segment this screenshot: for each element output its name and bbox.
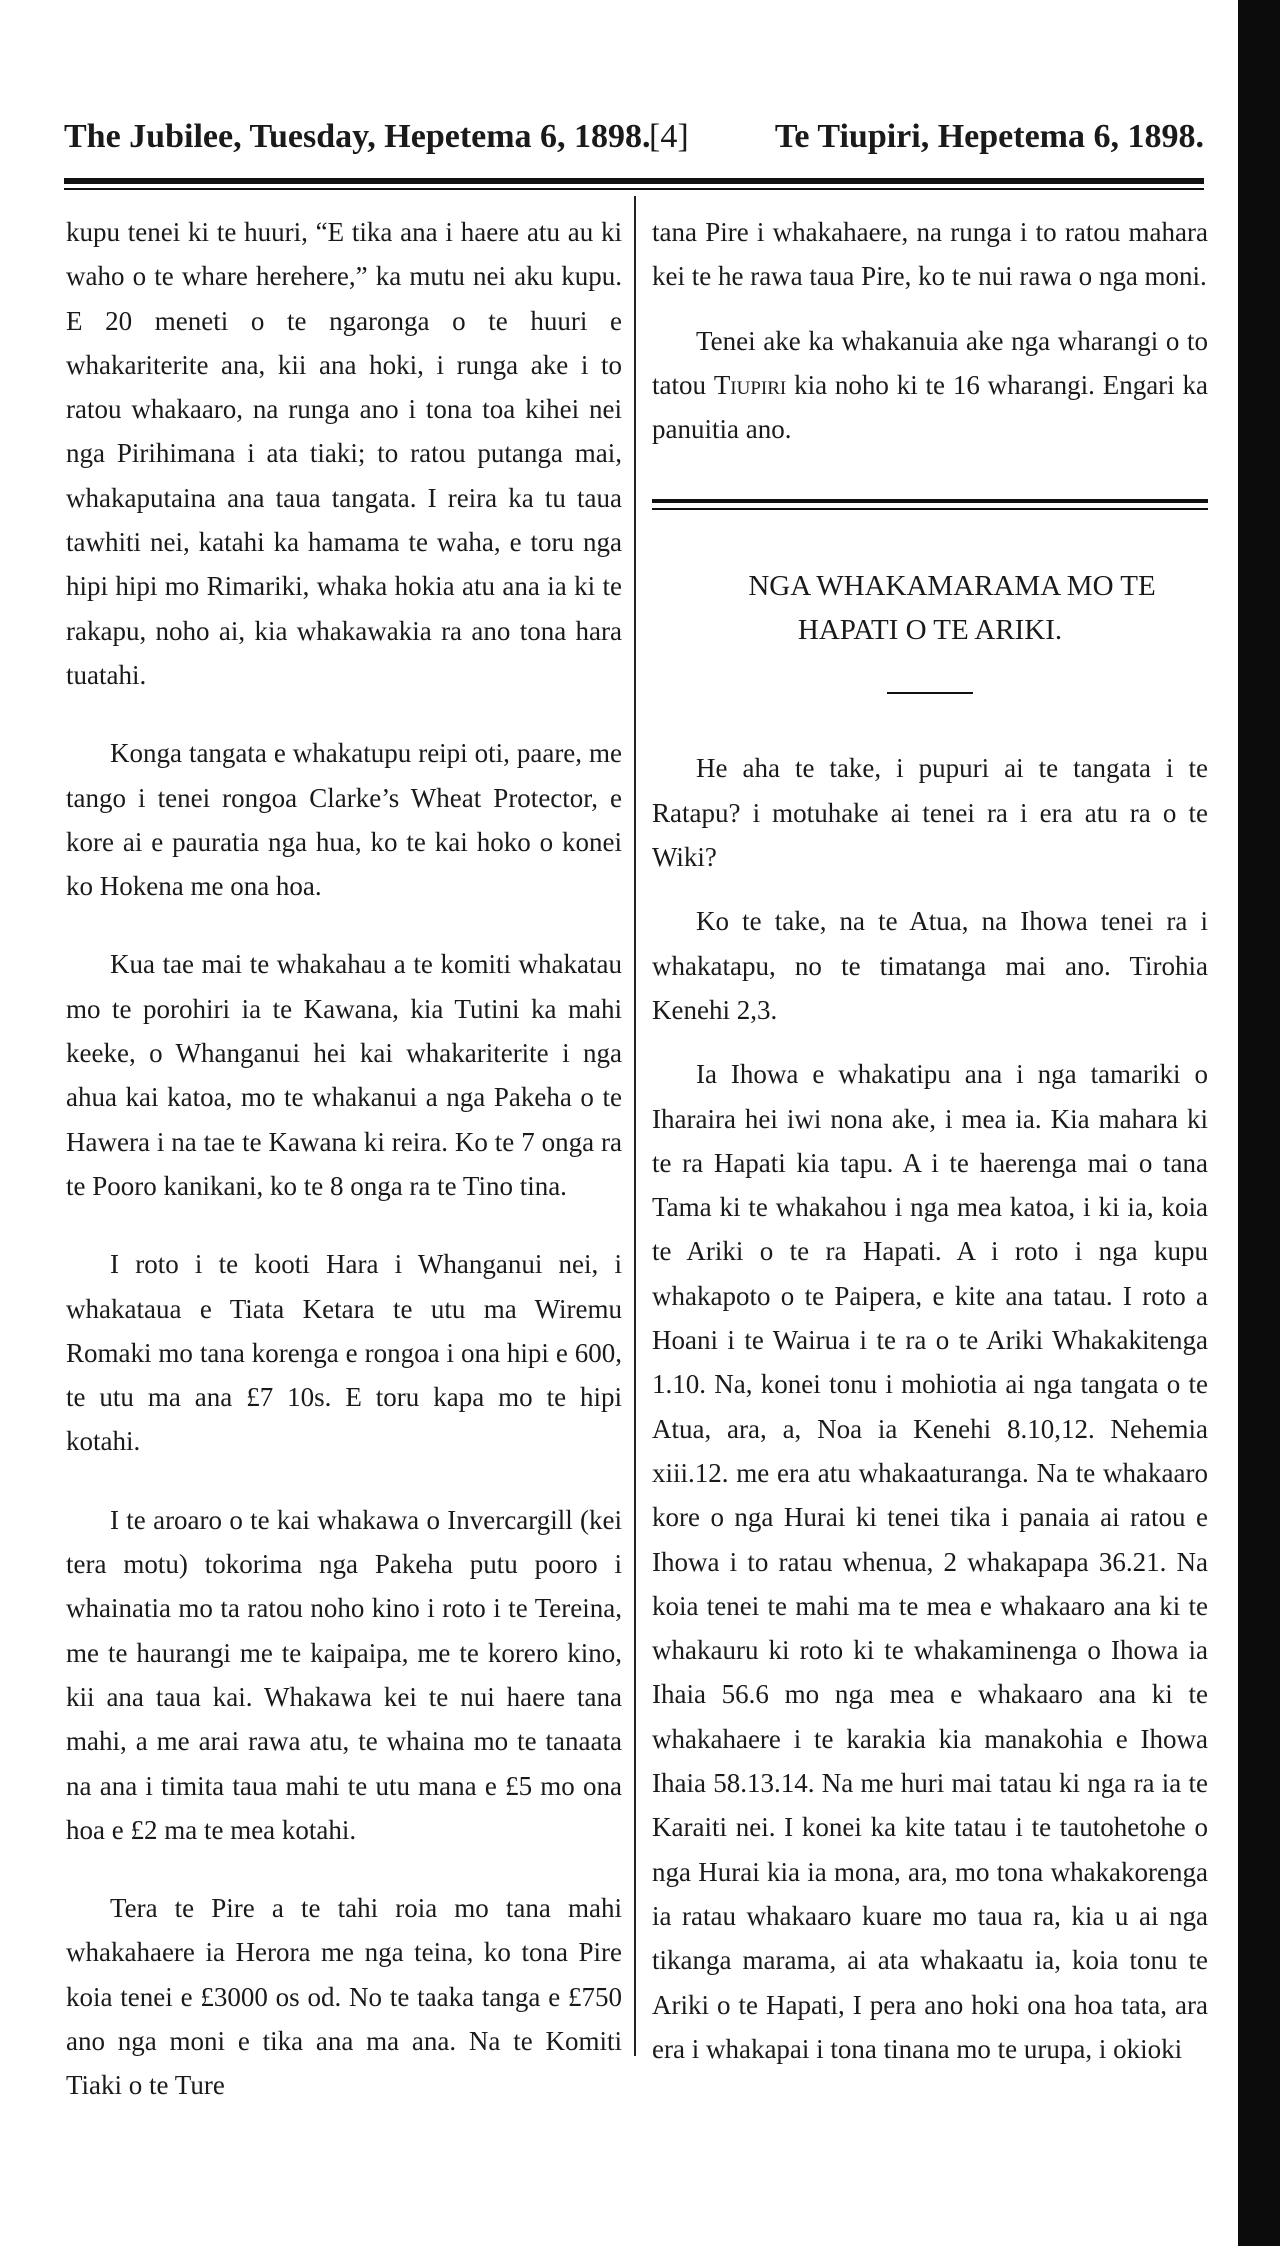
right-paragraph-2-end: kia noho ki te 16 wharangi. Engari ka panuitia ano. bbox=[652, 369, 1208, 445]
right-paragraph-4: Ko te take, na te Atua, na Ihowa tenei ra i whakatapu, no te timatanga mai ano. Tirohia Kenehi 2,3. bbox=[652, 906, 1208, 1025]
header-left-title: The Jubilee, Tuesday, Hepetema 6, 1898. bbox=[64, 118, 651, 155]
left-column bbox=[66, 210, 622, 2108]
right-paragraph-2-start: Tenei ake ka whakanuia ake nga wharangi o to tatou bbox=[652, 325, 1208, 400]
left-paragraph-4: I roto i te kooti Hara i Whanganui nei, i whakataua e Tiata Ketara te utu ma Wiremu Romaki mo tana korenga e rongoa i ona hipi e 600, te utu ma ana £7 10s. E toru kapa mo te hipi kotahi. bbox=[66, 1249, 622, 1457]
scan-edge-shadow bbox=[1238, 0, 1280, 2246]
column-divider bbox=[634, 196, 636, 2056]
header-right-title: Te Tiupiri, Hepetema 6, 1898. bbox=[774, 118, 1204, 155]
left-paragraph-5: I te aroaro o te kai whakawa o Invercargill (kei tera motu) tokorima nga Pakeha putu pooro i whainatia mo ta ratou noho kino i roto i te Tereina, me te haurangi me te kaipaipa, me te korero kino, kii ana taua kai. Whakawa kei te nui haere tana mahi, a me arai rawa atu, te whaina mo te tanaata na ana i timita taua mahi te utu mana e £5 mo ona hoa e £2 ma te mea kotahi. bbox=[66, 1504, 622, 1845]
left-paragraph-6: Tera te Pire a te tahi roia mo tana mahi whakahaere ia Herora me nga teina, ko tona Pire koia tenei e £3000 os od. No te taaka tanga e £750 ano nga moni e tika ana ma ana. Na te Komiti Tiaki o te Ture bbox=[66, 1893, 622, 2101]
section-title-line-2: HAPATI O TE ARIKI. bbox=[797, 614, 1063, 647]
left-paragraph-3: Kua tae mai te whakahau a te komiti whakatau mo te porohiri ia te Kawana, kia Tutini ka mahi keeke, o Whanganui hei kai whakariterite i nga ahua kai katoa, mo te whakanui a nga Pakeha o te Hawera i na tae te Kawana ki reira. Ko te 7 onga ra te Pooro kanikani, ko te 8 onga ra te Tino tina. bbox=[66, 949, 622, 1201]
right-paragraph-5: Ia Ihowa e whakatipu ana i nga tamariki o Iharaira hei iwi nona ake, i mea ia. Kia mahara ki te ra Hapati kia tapu. A i te haerenga mai o tana Tama ki te whakahou i nga mea katoa, i ki ia, koia te Ariki o te ra Hapati. A i roto i nga kupu whakapoto o te Paipera, e kite ana tatau. I roto a Hoani i te Wairua i te ra o te Ariki Whakakitenga 1.10. Na, konei tonu i mohiotia ai nga tangata o te Atua, ara, a, Noa ia Kenehi 8.10,12. Nehemia xiii.12. me era atu whakaaturanga. Na te whakaaro kore o nga Hurai ki tenei tika i panaia ai ratou e Ihowa i to ratau whenua, 2 whakapapa 36.21. Na koia tenei te mahi ma te mea e whakaaro ana ki te whakauru ki roto ki te whakaminenga o Ihowa ia Ihaia 56.6 mo nga mea e whakaaro ana ki te whakahaere i te karakia kia manakohia e Ihowa Ihaia 58.13.14. Na me huri mai tatau ki nga ra ia te Karaiti nei. I konei ka kite tatau i te tautohetohe o nga Hurai kia ia mona, ara, mo tona whakakorenga ia ratau whakaaro kuare mo taua ra, kia u ai nga tikanga marama, ai ata whakaatu ia, koia tonu te Ariki o te Hapati, I pera ano hoki ona hoa tata, ara era i whakapai i tona tinana mo te urupa, i okioki bbox=[652, 1059, 1208, 2064]
section-title-line-1: NGA WHAKAMARAMA MO TE bbox=[748, 570, 1156, 603]
header-rule-thick bbox=[64, 178, 1204, 184]
left-paragraph-2: Konga tangata e whakatupu reipi oti, paare, me tango i tenei rongoa Clarke’s Wheat Protector, e kore ai e pauratia nga hua, ko te kai hoko o konei ko Hokena me ona hoa. bbox=[66, 738, 622, 902]
right-paragraph-3: He aha te take, i pupuri ai te tangata i te Ratapu? i motuhake ai tenei ra i era atu ra o te Wiki? bbox=[652, 753, 1208, 873]
paper-name-smallcaps: Tiupiri bbox=[713, 369, 787, 400]
right-column bbox=[652, 210, 1208, 2071]
page-number: [4] bbox=[649, 118, 689, 155]
section-short-rule bbox=[887, 692, 973, 694]
right-paragraph-2 bbox=[652, 319, 1208, 452]
page-header bbox=[64, 118, 1204, 168]
left-paragraph-1: kupu tenei ki te huuri, “E tika ana i haere atu au ki waho o te whare herehere,” ka mutu nei aku kupu. E 20 meneti o te ngaronga o te huuri e whakariterite ana, kii ana hoki, i runga ake i to ratou whakaaro, na runga ano i tona toa kihei nei nga Pirihimana i ata tiaki; to ratou putanga mai, whakaputaina ana taua tangata. I reira ka tu taua tawhiti nei, katahi ka hamama te waha, e toru nga hipi hipi mo Rimariki, whaka hokia atu ana ia ki te rakapu, noho ai, kia whakawakia ra ano tona hara tuatahi. bbox=[66, 217, 622, 690]
right-paragraph-1: tana Pire i whakahaere, na runga i to ratou mahara kei te he rawa taua Pire, ko te nui rawa o nga moni. bbox=[652, 217, 1208, 292]
section-title bbox=[652, 564, 1208, 652]
header-rule-thin bbox=[64, 188, 1204, 190]
section-double-rule bbox=[652, 499, 1208, 510]
